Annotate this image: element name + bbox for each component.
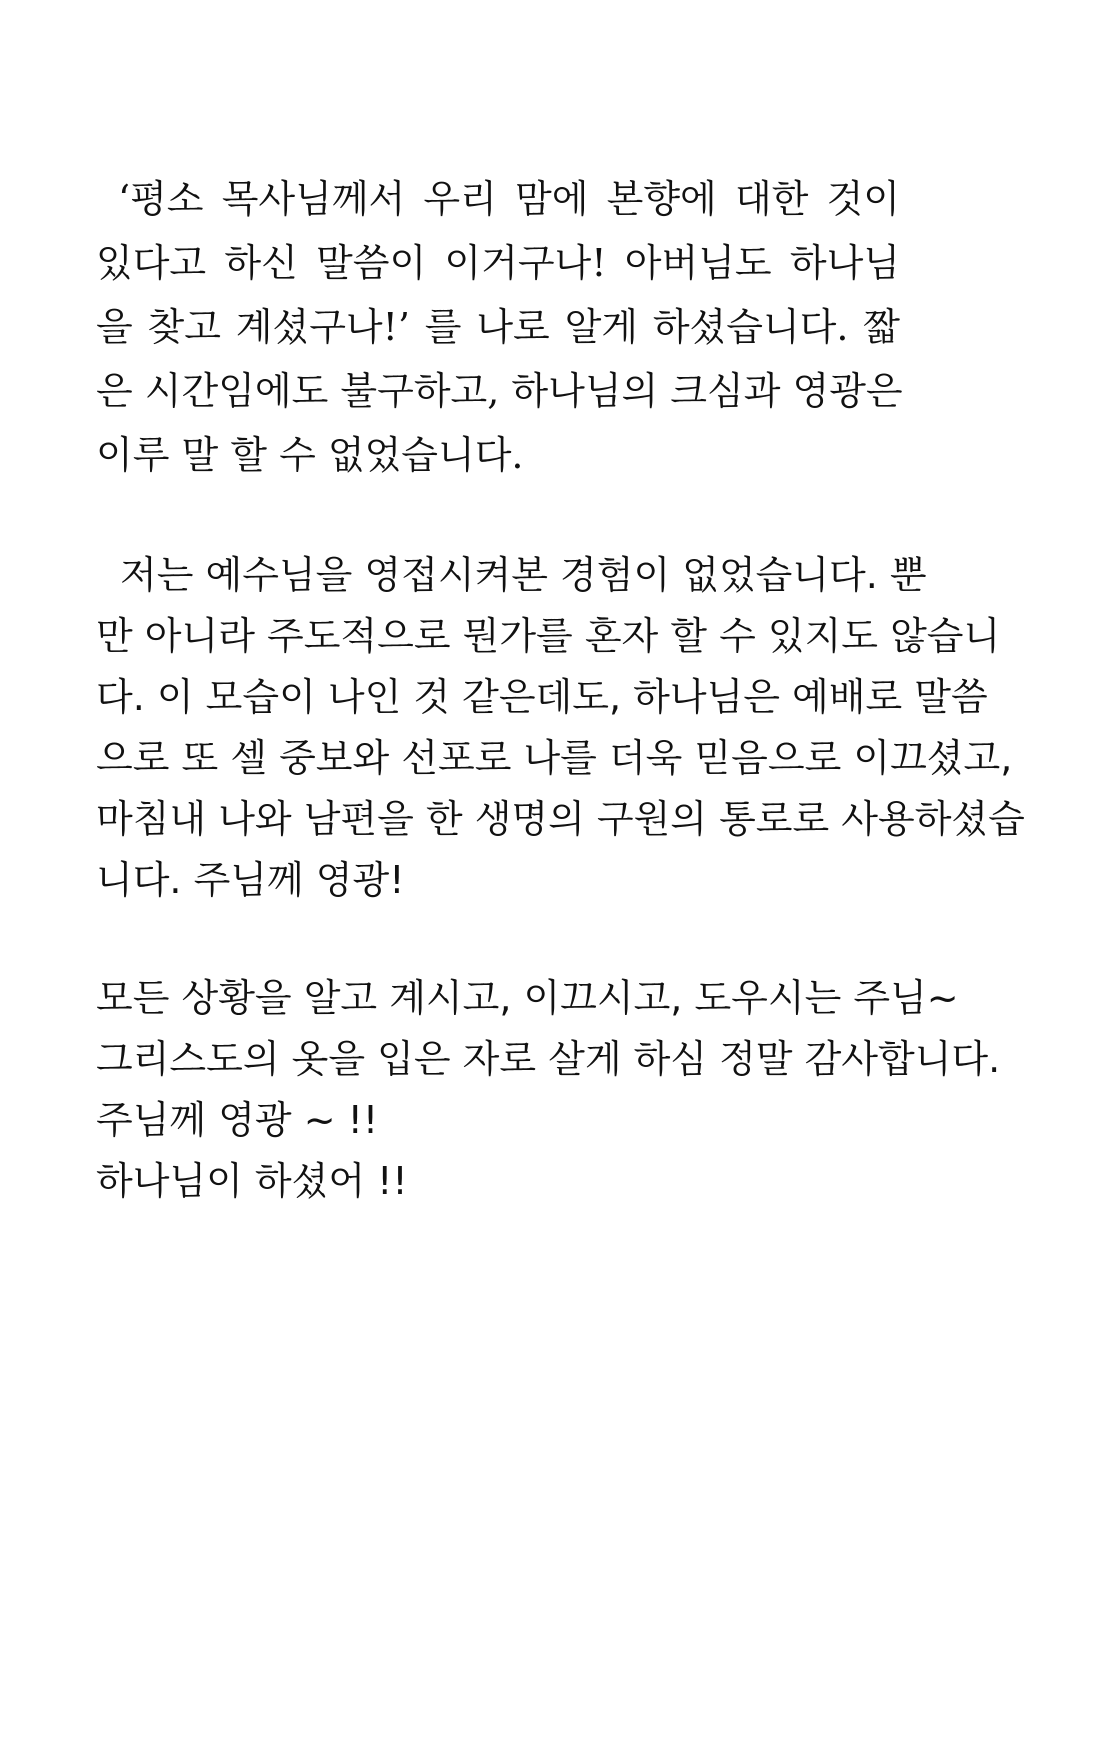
text-line: 모든 상황을 알고 계시고, 이끄시고, 도우시는 주님~ — [96, 976, 959, 1020]
text-line: 하나님이 하셨어 !! — [96, 1159, 408, 1203]
text-line: 을 찾고 계셨구나!’ 를 나로 알게 하셨습니다. 짧 — [96, 305, 900, 349]
text-line: 그리스도의 옷을 입은 자로 살게 하심 정말 감사합니다. — [96, 1037, 1001, 1081]
text-line: 주님께 영광 ~ !! — [96, 1098, 379, 1142]
text-line: 다. 이 모습이 나인 것 같은데도, 하나님은 예배로 말씀 — [96, 675, 988, 719]
text-line: ‘평소 목사님께서 우리 맘에 본향에 대한 것이 — [118, 177, 900, 221]
text-line: 있다고 하신 말씀이 이거구나! 아버님도 하나님 — [96, 241, 900, 285]
text-line: 저는 예수님을 영접시켜본 경험이 없었습니다. 뿐 — [120, 553, 927, 597]
text-line: 이루 말 할 수 없었습니다. — [96, 433, 524, 477]
text-line: 마침내 나와 남편을 한 생명의 구원의 통로로 사용하셨습 — [96, 797, 1025, 841]
text-line: 니다. 주님께 영광! — [96, 858, 405, 902]
text-line: 은 시간임에도 불구하고, 하나님의 크심과 영광은 — [96, 369, 903, 413]
text-line: 만 아니라 주도적으로 뭔가를 혼자 할 수 있지도 않습니 — [96, 614, 1001, 658]
text-line: 으로 또 셀 중보와 선포로 나를 더욱 믿음으로 이끄셨고, — [96, 736, 1013, 780]
